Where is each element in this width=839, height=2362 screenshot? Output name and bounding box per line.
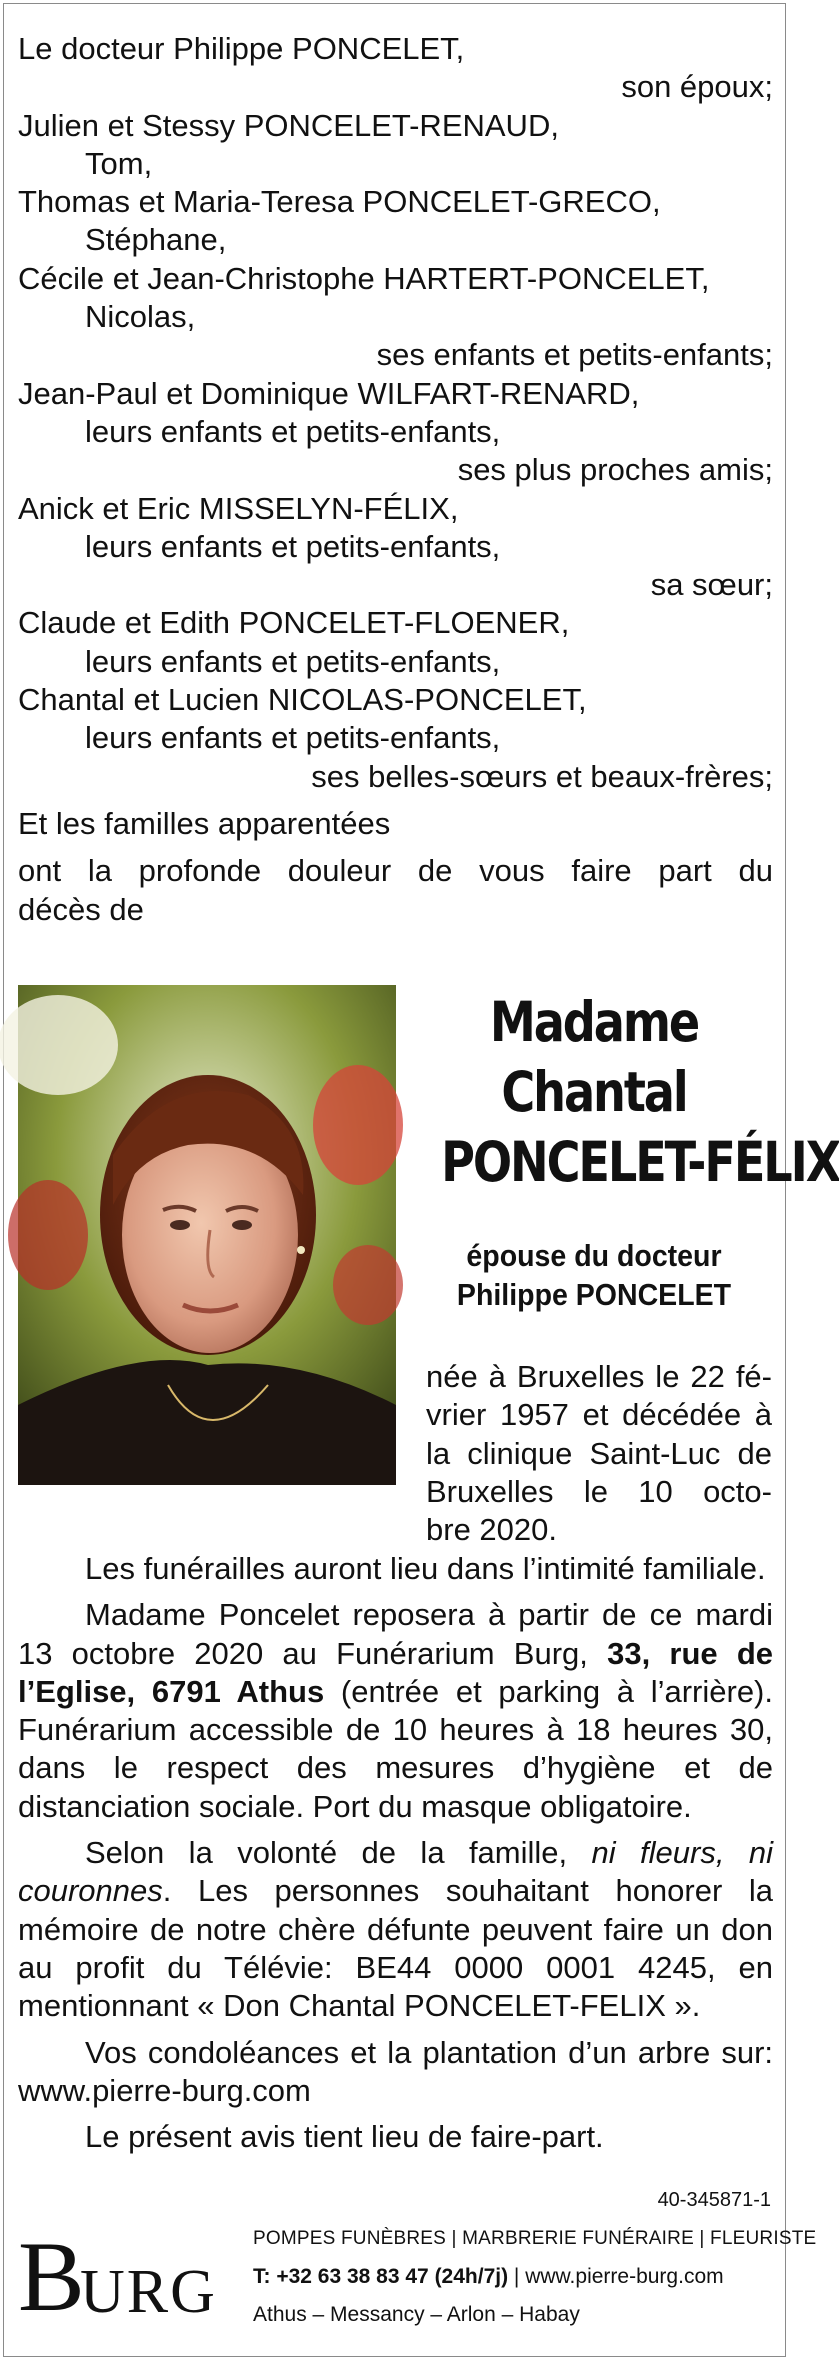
announcer-line: leurs enfants et petits-enfants, bbox=[85, 528, 501, 564]
announcer-line: Et les familles apparentées bbox=[18, 805, 391, 841]
announcer-line: Nicolas, bbox=[85, 299, 196, 335]
donation-text-a: Selon la volonté de la famille, bbox=[85, 1835, 592, 1871]
announcer-line: Claude et Edith PONCELET-FLOENER, bbox=[18, 605, 570, 641]
birth-death-line: née à Bruxelles le 22 fé- bbox=[426, 1359, 772, 1394]
birth-death-line: vrier 1957 et décédée à bbox=[426, 1397, 772, 1433]
announcer-line: Cécile et Jean-Christophe HARTERT-PONCELET, bbox=[18, 260, 710, 296]
relation-line: ses enfants et petits-enfants; bbox=[376, 337, 773, 373]
announcer-line: Thomas et Maria-Teresa PONCELET-GRECO, bbox=[18, 184, 661, 220]
condolences-paragraph bbox=[18, 2034, 773, 2111]
announcement-line: décès de bbox=[18, 891, 144, 927]
announcer-line: Jean-Paul et Dominique WILFART-RENARD, bbox=[18, 375, 640, 411]
logo-letters: URG bbox=[80, 2258, 217, 2326]
website-link[interactable]: | www.pierre-burg.com bbox=[508, 2265, 724, 2288]
announcers-list bbox=[18, 30, 773, 929]
birth-death-line: Bruxelles le 10 octo- bbox=[426, 1473, 772, 1509]
donation-paragraph bbox=[18, 1834, 773, 2025]
funeral-home-footer bbox=[18, 2214, 817, 2332]
relation-line: son époux; bbox=[621, 69, 773, 105]
viewing-text-a: Madame Poncelet reposera à partir de ce mardi 13 octobre 2020 au Funérarium Burg, bbox=[18, 1597, 773, 1671]
birth-death-line: bre 2020. bbox=[426, 1512, 557, 1548]
no-flowers-text: ni fleurs, ni couronnes bbox=[18, 1835, 773, 1909]
closing-text: Le présent avis tient lieu de faire-part. bbox=[85, 2119, 604, 2155]
notice-body bbox=[18, 1550, 773, 2164]
logo-letter-b: B bbox=[18, 2221, 85, 2332]
viewing-text-c: (entrée et parking à l’arrière). Funérarium accessible de 10 heures à 18 heures 30, dans le respect des mesures d’hygiène et de distanciation sociale. Port du masque obligatoire. bbox=[18, 1673, 773, 1824]
deceased-name-block bbox=[412, 987, 839, 1314]
funeral-paragraph bbox=[18, 1550, 773, 1588]
phone-number: T: +32 63 38 83 47 bbox=[253, 2265, 435, 2288]
relation-line: sa sœur; bbox=[650, 567, 773, 603]
relation-line: ses plus proches amis; bbox=[457, 452, 773, 488]
relation-line: ses belles-sœurs et beaux-frères; bbox=[311, 758, 773, 794]
announcer-line: leurs enfants et petits-enfants, bbox=[85, 643, 501, 679]
deceased-portrait bbox=[18, 985, 396, 1485]
services-line: POMPES FUNÈBRES | MARBRERIE FUNÉRAIRE | FLEURISTE bbox=[253, 2228, 817, 2249]
announcer-line: leurs enfants et petits-enfants, bbox=[85, 720, 501, 756]
birth-death-info bbox=[426, 1358, 772, 1549]
condolences-text: Vos condoléances et la plantation d’un arbre sur: www.pierre-burg.com bbox=[18, 2034, 773, 2108]
announcer-line: leurs enfants et petits-enfants, bbox=[85, 413, 501, 449]
announcer-line: Stéphane, bbox=[85, 222, 227, 258]
announcer-line: Chantal et Lucien NICOLAS-PONCELET, bbox=[18, 682, 587, 718]
funeral-home-info bbox=[253, 2220, 817, 2334]
locations-line: Athus – Messancy – Arlon – Habay bbox=[253, 2303, 580, 2326]
announcer-line: Anick et Eric MISSELYN-FÉLIX, bbox=[18, 490, 459, 526]
deceased-last-name: PONCELET-FÉLIX bbox=[441, 1130, 839, 1194]
burg-logo bbox=[18, 2220, 223, 2332]
phone-hours: (24h/7j) bbox=[434, 2265, 509, 2288]
funeral-text: Les funérailles auront lieu dans l’intimité familiale. bbox=[85, 1551, 766, 1586]
reference-number: 40-345871-1 bbox=[657, 2189, 771, 2211]
deceased-title: Madame bbox=[489, 990, 699, 1054]
donation-text-c: . Les personnes souhaitant honorer la mémoire de notre chère défunte peuvent faire un don au profit du Télévie: BE44 0000 0001 4245, en mentionnant « Don Chantal PONCELET-FELIX ». bbox=[18, 1873, 773, 2024]
announcer-line: Tom, bbox=[85, 145, 153, 181]
spouse-line: Philippe PONCELET bbox=[456, 1277, 732, 1312]
contact-line bbox=[253, 2258, 773, 2296]
funeral-home-address: 33, rue de l’Eglise, 6791 Athus bbox=[18, 1635, 773, 1709]
spouse-line: épouse du docteur bbox=[466, 1238, 722, 1273]
announcer-line: Julien et Stessy PONCELET-RENAUD, bbox=[18, 107, 559, 143]
deceased-first-name: Chantal bbox=[501, 1060, 687, 1124]
viewing-paragraph bbox=[18, 1596, 773, 1826]
birth-death-line: la clinique Saint-Luc de bbox=[426, 1435, 772, 1471]
announcer-line: Le docteur Philippe PONCELET, bbox=[18, 31, 465, 66]
closing-paragraph bbox=[18, 2118, 773, 2156]
announcement-line: ont la profonde douleur de vous faire part du bbox=[18, 853, 773, 889]
